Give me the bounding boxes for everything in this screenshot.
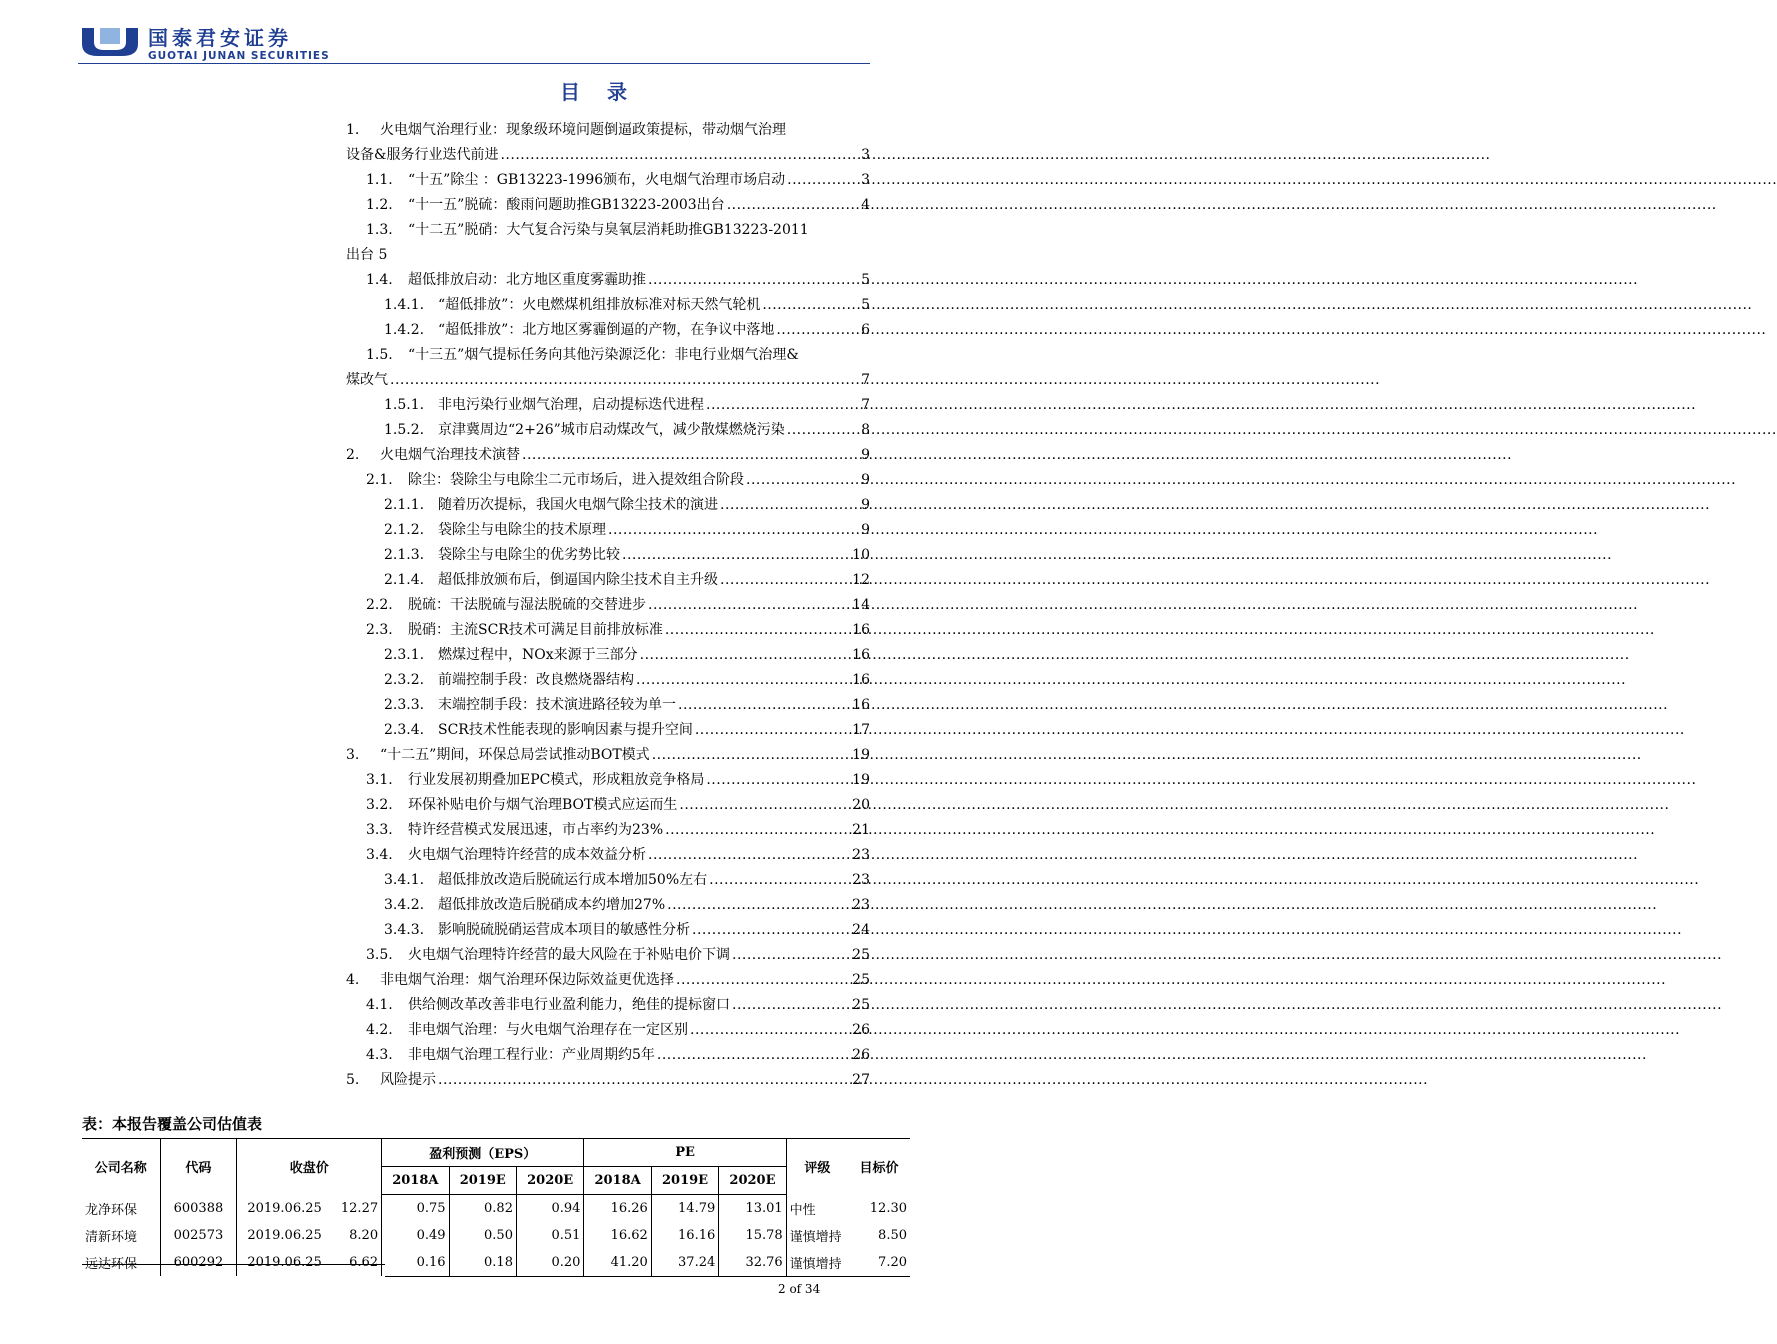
toc-entry-title: 超低排放改造后脱硫运行成本增加50%左右 <box>438 872 708 888</box>
toc-entry-page: 25 <box>852 972 870 988</box>
toc-leader-dots <box>657 1043 850 1068</box>
eps-2018a: 0.75 <box>382 1195 449 1223</box>
toc-entry[interactable] <box>346 568 870 593</box>
toc-entry-title: “十五”除尘 ：GB13223-1996颁布，火电烟气治理市场启动 <box>408 172 786 188</box>
toc-entry-page: 7 <box>861 372 870 388</box>
toc-entry-number: 1.4.1. <box>384 297 425 313</box>
eps-2019e: 0.50 <box>449 1222 516 1249</box>
toc-leader-dots <box>787 418 859 443</box>
toc-entry-title: “十一五”脱硫：酸雨问题助推GB13223-2003出台 <box>408 197 725 213</box>
target-price: 7.20 <box>878 1255 907 1270</box>
toc-entry[interactable] <box>346 443 870 468</box>
toc-entry-title: 行业发展初期叠加EPC模式，形成粗放竞争格局 <box>408 772 705 788</box>
toc-entry-number: 2.2. <box>366 597 393 613</box>
toc-entry-page: 19 <box>852 747 870 763</box>
toc-entry-page: 25 <box>852 997 870 1013</box>
pe-2020e: 32.76 <box>719 1249 786 1276</box>
toc-leader-dots <box>678 693 850 718</box>
pe-2019e: 14.79 <box>651 1195 718 1223</box>
close-date: 2019.06.25 <box>237 1195 332 1223</box>
toc-entry-number: 4. <box>346 972 360 988</box>
eps-2019e: 0.82 <box>449 1195 516 1223</box>
toc-entry[interactable] <box>346 343 870 393</box>
eps-2020e: 0.20 <box>516 1249 583 1276</box>
company-name: 远达环保 <box>85 1257 138 1272</box>
toc-entry[interactable] <box>346 518 870 543</box>
toc-entry-page: 23 <box>852 897 870 913</box>
toc-entry-page: 5 <box>861 297 870 313</box>
toc-entry-title: 风险提示 <box>380 1072 436 1088</box>
toc-entry-number: 1.5.2. <box>384 422 425 438</box>
pe-2018a: 16.26 <box>584 1195 651 1223</box>
table-of-contents <box>346 118 870 1093</box>
eps-2018a: 0.49 <box>382 1222 449 1249</box>
toc-entry[interactable] <box>346 818 870 843</box>
toc-entry-title: 京津冀周边“2+26”城市启动煤改气，减少散煤燃烧污染 <box>438 422 785 438</box>
toc-entry[interactable] <box>346 168 870 193</box>
toc-entry[interactable] <box>346 868 870 893</box>
toc-leader-dots <box>438 1068 850 1093</box>
toc-entry-number: 1.3. <box>366 222 393 238</box>
toc-entry-number: 2.3.1. <box>384 647 425 663</box>
toc-entry[interactable] <box>346 768 870 793</box>
stock-code: 002573 <box>160 1222 237 1249</box>
toc-entry-number: 4.2. <box>366 1022 393 1038</box>
toc-entry[interactable] <box>346 1043 870 1068</box>
toc-entry-number: 1.1. <box>366 172 393 188</box>
pe-2018a: 16.62 <box>584 1222 651 1249</box>
toc-entry-number: 1.4.2. <box>384 322 425 338</box>
toc-entry[interactable] <box>346 418 870 443</box>
toc-leader-dots <box>746 468 859 493</box>
toc-entry-title: 除尘：袋除尘与电除尘二元市场后，进入提效组合阶段 <box>408 472 744 488</box>
toc-entry-title: “十三五”烟气提标任务向其他污染源泛化：非电行业烟气治理& <box>408 347 799 363</box>
toc-leader-dots <box>679 793 850 818</box>
toc-leader-dots <box>640 643 851 668</box>
toc-leader-dots <box>787 168 859 193</box>
toc-entry-title: 非电污染行业烟气治理，启动提标迭代进程 <box>438 397 704 413</box>
toc-leader-dots <box>776 318 859 343</box>
toc-leader-dots <box>720 493 859 518</box>
toc-entry-number: 1.5. <box>366 347 393 363</box>
eps-2020e: 0.51 <box>516 1222 583 1249</box>
toc-entry-page: 26 <box>852 1022 870 1038</box>
toc-entry-number: 3. <box>346 747 360 763</box>
toc-leader-dots <box>720 568 850 593</box>
toc-entry-page: 12 <box>852 572 870 588</box>
toc-leader-dots <box>636 668 850 693</box>
toc-entry[interactable] <box>346 968 870 993</box>
toc-entry-page: 26 <box>852 1047 870 1063</box>
target-price: 12.30 <box>869 1200 907 1216</box>
toc-leader-dots <box>727 193 859 218</box>
header-eps-year: 2018A <box>382 1167 449 1195</box>
header-pe-year: 2019E <box>651 1167 718 1195</box>
pe-2020e: 13.01 <box>719 1195 786 1223</box>
toc-entry-number: 1.2. <box>366 197 393 213</box>
table-row <box>82 1249 910 1276</box>
toc-entry-title: 随着历次提标，我国火电烟气除尘技术的演进 <box>438 497 718 513</box>
eps-2020e: 0.94 <box>516 1195 583 1223</box>
toc-entry-title: 火电烟气治理技术演替 <box>380 447 520 463</box>
toc-entry-page: 19 <box>852 772 870 788</box>
toc-entry-page: 5 <box>861 272 870 288</box>
toc-entry-page: 17 <box>852 722 870 738</box>
pe-2019e: 16.16 <box>651 1222 718 1249</box>
toc-entry[interactable] <box>346 543 870 568</box>
toc-entry[interactable] <box>346 393 870 418</box>
toc-entry-number: 2. <box>346 447 360 463</box>
toc-entry-title: 供给侧改革改善非电行业盈利能力，绝佳的提标窗口 <box>408 997 730 1013</box>
close-date: 2019.06.25 <box>237 1249 332 1276</box>
toc-entry-page: 16 <box>852 622 870 638</box>
toc-entry-number: 3.3. <box>366 822 393 838</box>
toc-entry[interactable] <box>346 118 870 168</box>
toc-leader-dots <box>695 718 850 743</box>
table-bottom-rule <box>385 1276 910 1277</box>
toc-entry-page: 8 <box>861 422 870 438</box>
toc-entry-page: 9 <box>861 522 870 538</box>
report-header <box>78 20 870 64</box>
toc-entry-title: 火电烟气治理特许经营的最大风险在于补贴电价下调 <box>408 947 730 963</box>
toc-entry-page: 6 <box>861 322 870 338</box>
table-bottom-rule-left <box>82 1264 385 1265</box>
toc-entry-page: 24 <box>852 922 870 938</box>
toc-entry[interactable] <box>346 843 870 868</box>
toc-entry-number: 2.1.2. <box>384 522 425 538</box>
toc-entry-title: 超低排放颁布后，倒逼国内除尘技术自主升级 <box>438 572 718 588</box>
pe-2020e: 15.78 <box>719 1222 786 1249</box>
toc-entry-number: 1.5.1. <box>384 397 425 413</box>
toc-entry-title: 超低排放启动：北方地区重度雾霾助推 <box>408 272 646 288</box>
toc-entry-title: 超低排放改造后脱硝成本约增加27% <box>438 897 666 913</box>
toc-entry-title: 袋除尘与电除尘的优劣势比较 <box>438 547 620 563</box>
pe-2018a: 41.20 <box>584 1249 651 1276</box>
toc-leader-dots <box>676 968 850 993</box>
toc-entry-title: 火电烟气治理行业：现象级环境问题倒逼政策提标，带动烟气治理 <box>380 122 786 138</box>
toc-leader-dots <box>608 518 859 543</box>
logo-chinese-name: 国泰君安证券 <box>148 26 292 50</box>
header-eps-year: 2019E <box>449 1167 516 1195</box>
header-code: 代码 <box>160 1139 237 1195</box>
toc-entry[interactable] <box>346 468 870 493</box>
close-date: 2019.06.25 <box>237 1222 332 1249</box>
header-eps: 盈利预测（EPS） <box>382 1139 584 1167</box>
toc-entry-page: 16 <box>852 697 870 713</box>
toc-entry-title: 环保补贴电价与烟气治理BOT模式应运而生 <box>408 797 678 813</box>
toc-entry-title: “十二五”脱硝：大气复合污染与臭氧层消耗助推GB13223-2011 <box>408 222 809 238</box>
toc-entry[interactable] <box>346 668 870 693</box>
toc-entry-title-continued: 设备&服务行业迭代前进 <box>346 147 499 163</box>
stock-code: 600388 <box>160 1195 237 1223</box>
toc-entry-title: 脱硫：干法脱硫与湿法脱硫的交替进步 <box>408 597 646 613</box>
toc-entry-page: 7 <box>861 397 870 413</box>
company-name: 龙净环保 <box>85 1202 138 1218</box>
toc-leader-dots <box>390 368 859 393</box>
table-row <box>82 1222 910 1249</box>
header-rating: 评级 <box>786 1139 848 1195</box>
toc-entry-number: 2.1.4. <box>384 572 425 588</box>
toc-entry[interactable] <box>346 218 870 268</box>
header-target-price: 目标价 <box>859 1161 899 1177</box>
toc-entry-number: 3.1. <box>366 772 393 788</box>
toc-entry-title: 燃煤过程中，NOx来源于三部分 <box>438 647 638 663</box>
toc-entry-title: SCR技术性能表现的影响因素与提升空间 <box>438 722 693 738</box>
header-eps-year: 2020E <box>516 1167 583 1195</box>
toc-leader-dots <box>522 443 859 468</box>
toc-entry-title: 末端控制手段：技术演进路径较为单一 <box>438 697 676 713</box>
header-close-price: 收盘价 <box>237 1139 382 1195</box>
toc-entry-page: 9 <box>861 497 870 513</box>
toc-entry-title: “超低排放”：北方地区雾霾倒逼的产物，在争议中落地 <box>438 322 775 338</box>
toc-entry-page: 23 <box>852 847 870 863</box>
toc-entry-number: 3.5. <box>366 947 393 963</box>
toc-entry[interactable] <box>346 318 870 343</box>
eps-2019e: 0.18 <box>449 1249 516 1276</box>
toc-entry-title: 前端控制手段：改良燃烧器结构 <box>438 672 634 688</box>
close-price: 6.62 <box>349 1255 379 1270</box>
toc-entry-title: 非电烟气治理：烟气治理环保边际效益更优选择 <box>380 972 674 988</box>
toc-entry[interactable] <box>346 718 870 743</box>
toc-entry-title: 非电烟气治理工程行业：产业周期约5年 <box>408 1047 655 1063</box>
toc-entry-page: 25 <box>852 947 870 963</box>
toc-entry-number: 4.3. <box>366 1047 393 1063</box>
toc-title: 目 录 <box>560 80 637 104</box>
toc-entry-number: 1.4. <box>366 272 393 288</box>
eps-2018a: 0.16 <box>382 1249 449 1276</box>
toc-entry-number: 2.1.1. <box>384 497 425 513</box>
toc-entry-page: 3 <box>861 172 870 188</box>
toc-entry[interactable] <box>346 693 870 718</box>
toc-leader-dots <box>706 393 859 418</box>
toc-entry-page: 10 <box>852 547 870 563</box>
toc-entry-title-continued: 出台 5 <box>346 247 388 263</box>
toc-entry[interactable] <box>346 793 870 818</box>
toc-leader-dots <box>652 743 850 768</box>
toc-entry[interactable] <box>346 493 870 518</box>
header-divider <box>78 63 870 64</box>
guotai-junan-logo-icon <box>80 28 140 56</box>
toc-leader-dots <box>762 293 859 318</box>
toc-entry-title: “超低排放”：火电燃煤机组排放标准对标天然气轮机 <box>438 297 761 313</box>
toc-entry-number: 2.3.3. <box>384 697 425 713</box>
toc-entry-title: 袋除尘与电除尘的技术原理 <box>438 522 606 538</box>
toc-leader-dots <box>648 593 850 618</box>
toc-entry[interactable] <box>346 268 870 293</box>
header-pe-year: 2018A <box>584 1167 651 1195</box>
toc-entry-number: 2.3.4. <box>384 722 425 738</box>
toc-entry[interactable] <box>346 1068 870 1093</box>
toc-entry-page: 21 <box>852 822 870 838</box>
logo-english-name: GUOTAI JUNAN SECURITIES <box>148 50 330 62</box>
toc-entry[interactable] <box>346 943 870 968</box>
header-company-name: 公司名称 <box>94 1161 147 1177</box>
toc-entry-number: 3.4.3. <box>384 922 425 938</box>
toc-entry-number: 5. <box>346 1072 360 1088</box>
toc-entry-number: 2.1. <box>366 472 393 488</box>
toc-leader-dots <box>690 1018 850 1043</box>
toc-entry-title: 火电烟气治理特许经营的成本效益分析 <box>408 847 646 863</box>
toc-entry-number: 3.2. <box>366 797 393 813</box>
toc-entry-number: 2.3. <box>366 622 393 638</box>
toc-entry[interactable] <box>346 643 870 668</box>
toc-entry-title: 影响脱硫脱硝运营成本项目的敏感性分析 <box>438 922 690 938</box>
toc-leader-dots <box>665 618 850 643</box>
valuation-table <box>82 1139 910 1276</box>
toc-entry-page: 14 <box>852 597 870 613</box>
table-caption: 表：本报告覆盖公司估值表 <box>82 1115 263 1133</box>
toc-entry-page: 27 <box>852 1072 870 1088</box>
toc-entry-number: 3.4. <box>366 847 393 863</box>
target-price: 8.50 <box>878 1228 907 1243</box>
toc-entry[interactable] <box>346 593 870 618</box>
toc-entry[interactable] <box>346 193 870 218</box>
toc-entry[interactable] <box>346 1018 870 1043</box>
toc-entry[interactable] <box>346 618 870 643</box>
rating: 中性 <box>786 1195 848 1223</box>
toc-entry[interactable] <box>346 293 870 318</box>
toc-entry-page: 20 <box>852 797 870 813</box>
toc-entry-number: 2.3.2. <box>384 672 425 688</box>
header-pe: PE <box>584 1139 786 1167</box>
close-price: 12.27 <box>340 1200 379 1216</box>
toc-entry-number: 2.1.3. <box>384 547 425 563</box>
toc-entry-number: 4.1. <box>366 997 393 1013</box>
toc-entry-page: 16 <box>852 647 870 663</box>
toc-entry-title: 非电烟气治理：与火电烟气治理存在一定区别 <box>408 1022 688 1038</box>
toc-entry-page: 3 <box>861 147 870 163</box>
table-row <box>82 1195 910 1223</box>
close-price: 8.20 <box>349 1228 379 1243</box>
header-pe-year: 2020E <box>719 1167 786 1195</box>
toc-leader-dots <box>622 543 850 568</box>
toc-leader-dots <box>665 818 850 843</box>
toc-entry-number: 1. <box>346 122 360 138</box>
toc-leader-dots <box>692 918 850 943</box>
toc-leader-dots <box>648 843 850 868</box>
toc-leader-dots <box>500 143 859 168</box>
toc-entry[interactable] <box>346 893 870 918</box>
toc-leader-dots <box>732 943 850 968</box>
toc-leader-dots <box>667 893 850 918</box>
rating: 谨慎增持 <box>786 1249 848 1276</box>
toc-entry-number: 3.4.1. <box>384 872 425 888</box>
pe-2019e: 37.24 <box>651 1249 718 1276</box>
toc-entry[interactable] <box>346 918 870 943</box>
stock-code: 600292 <box>160 1249 237 1276</box>
toc-entry-page: 23 <box>852 872 870 888</box>
toc-entry-page: 9 <box>861 447 870 463</box>
page-number: 2 of 34 <box>778 1282 821 1296</box>
toc-entry-title: 特许经营模式发展迅速，市占率约为23% <box>408 822 664 838</box>
rating: 谨慎增持 <box>786 1222 848 1249</box>
toc-entry-title-continued: 煤改气 <box>346 372 388 388</box>
toc-entry-number: 3.4.2. <box>384 897 425 913</box>
toc-leader-dots <box>648 268 859 293</box>
toc-entry-page: 16 <box>852 672 870 688</box>
toc-entry[interactable] <box>346 993 870 1018</box>
toc-entry-title: 脱硝：主流SCR技术可满足目前排放标准 <box>408 622 663 638</box>
toc-entry-page: 4 <box>861 197 870 213</box>
toc-entry[interactable] <box>346 743 870 768</box>
toc-leader-dots <box>706 768 850 793</box>
company-name: 清新环境 <box>85 1230 138 1245</box>
toc-entry-page: 9 <box>861 472 870 488</box>
toc-leader-dots <box>709 868 850 893</box>
toc-leader-dots <box>732 993 850 1018</box>
toc-entry-title: “十二五”期间，环保总局尝试推动BOT模式 <box>380 747 650 763</box>
